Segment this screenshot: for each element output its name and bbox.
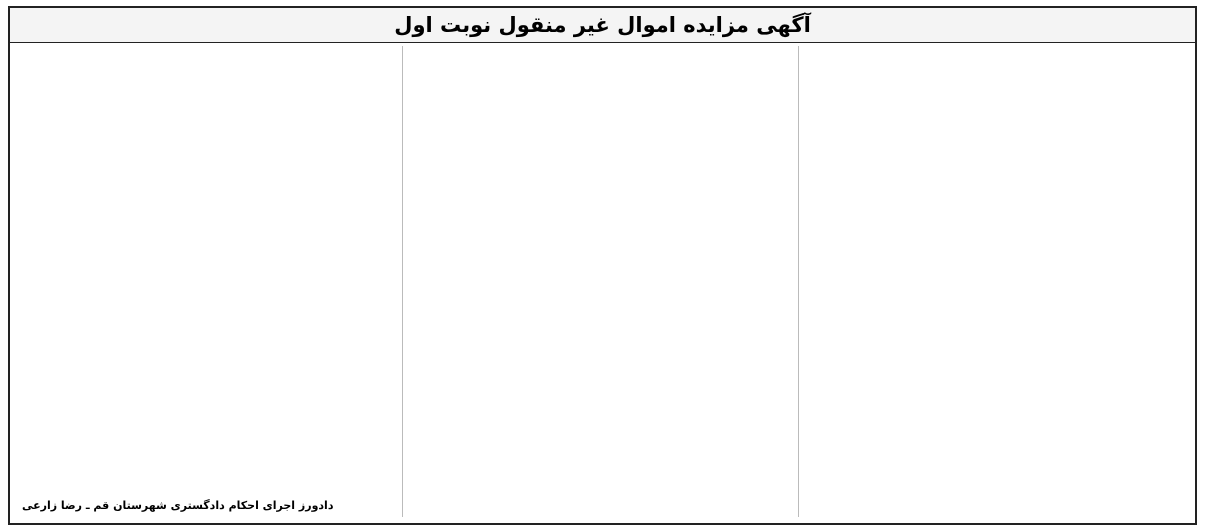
notice-page bbox=[8, 6, 1197, 525]
text-columns bbox=[16, 46, 1189, 517]
notice-title: آگهی مزایده اموال غیر منقول نوبت اول bbox=[394, 13, 811, 37]
text-column-right bbox=[807, 46, 1189, 517]
text-column-middle bbox=[411, 46, 798, 517]
title-bar bbox=[10, 8, 1195, 43]
text-column-left bbox=[16, 46, 403, 517]
signature-line: دادورز اجرای احکام دادگستری شهرستان قم ـ رضا زارعی bbox=[22, 499, 334, 513]
